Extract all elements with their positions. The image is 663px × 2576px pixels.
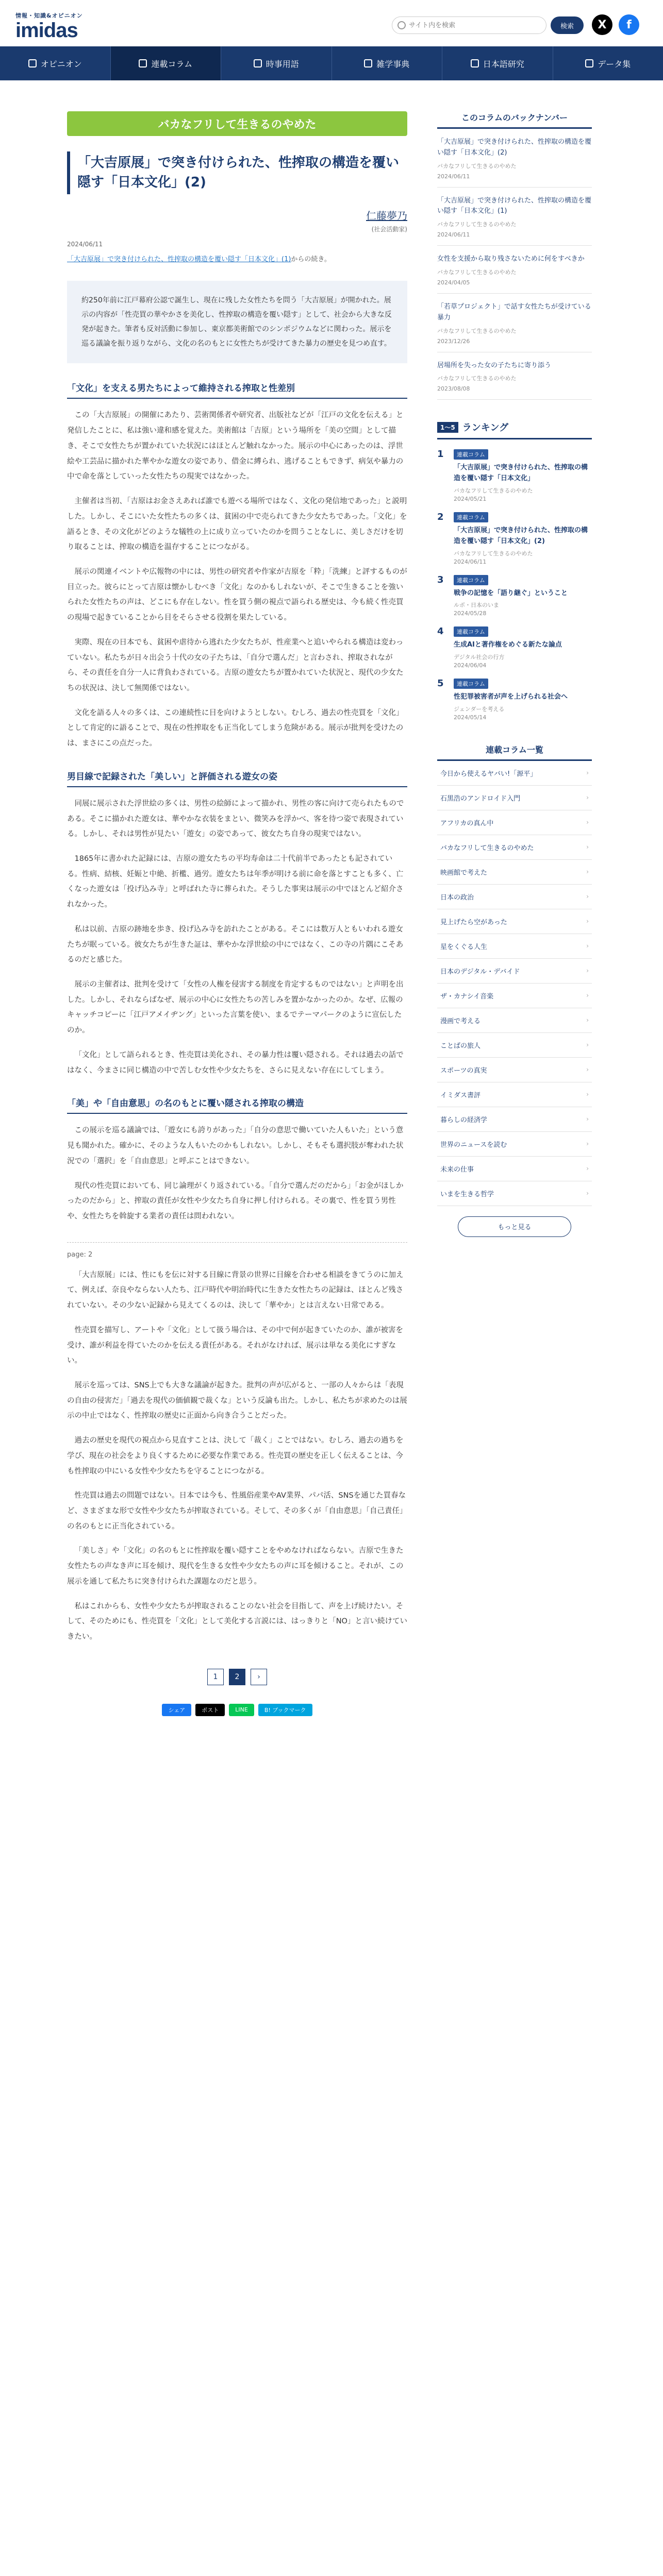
column-link[interactable] [437, 1008, 592, 1033]
title-box [67, 151, 407, 194]
columns-heading: 連載コラム一覧 [437, 743, 592, 761]
ranking-item[interactable] [437, 511, 592, 565]
rank-title: 生成AIと著作権をめぐる新たな論点 [454, 641, 562, 649]
column-label: 今日から使えるヤバい!「源平」 [440, 770, 537, 778]
nav-label: 連載コラム [151, 59, 193, 69]
column-link[interactable] [437, 1058, 592, 1082]
rank-number: 5 [437, 678, 444, 689]
nav-data[interactable] [553, 46, 663, 80]
backnumber-date: 2023/08/08 [437, 385, 470, 393]
backnumber-date: 2024/04/05 [437, 279, 470, 286]
column-link[interactable] [437, 786, 592, 810]
global-nav [0, 46, 663, 80]
nav-trivia[interactable] [332, 46, 442, 80]
paragraph: 展示の関連イベントや広報物の中には、男性の研究者や作家が吉原を「粋」「洗練」と評するものが目立った。彼らにとって吉原は懐かしむべき「文化」なのかもしれないが、そこで生きることを強いられた女性たちの声は、どこにも存在しない。性を買う側の視点で語られる歴史は、今も続く性売買の現場で起きていることから目をそらさせる役割を果たしている。 [67, 567, 407, 622]
search-input[interactable] [409, 22, 541, 29]
column-icon [139, 59, 147, 67]
backref [67, 254, 407, 265]
paragraph: 「美しさ」や「文化」の名のもとに性搾取を覆い隠すことをやめなければならない。吉原で生きた女性たちの声なき声に耳を傾け、現代を生きる女性や少女たちの声に耳を傾けること。それが、この展示を通して私たちに突き付けられた課題なのだと思う。 [67, 1547, 404, 1586]
column-link[interactable] [437, 1157, 592, 1181]
column-label: 星をくぐる人生 [440, 943, 488, 951]
column-label: バカなフリして生きるのやめた [440, 844, 534, 852]
column-link[interactable] [437, 835, 592, 860]
ranking-title: ランキング [462, 422, 509, 434]
nav-label: オピニオン [40, 59, 82, 69]
column-label: 漫画で考える [440, 1017, 481, 1025]
series-banner[interactable]: バカなフリして生きるのやめた [67, 111, 407, 136]
rank-title: 「大吉原展」で突き付けられた、性搾取の構造を覆い隠す「日本文化」(2) [454, 526, 588, 545]
chevron-right-icon: › [586, 967, 589, 975]
ranking-item[interactable] [437, 678, 592, 721]
backref-suffix: からの続き。 [291, 256, 331, 264]
x-icon[interactable]: X [592, 14, 612, 35]
column-label: 映画館で考えた [440, 869, 488, 877]
rank-number: 2 [437, 511, 444, 522]
backnumber-meta: バカなフリして生きるのやめた [437, 221, 517, 228]
rank-meta: デジタル社会の行方 [454, 654, 505, 661]
chevron-right-icon: › [586, 794, 589, 802]
rank-date: 2024/05/28 [454, 610, 487, 617]
column-label: 暮らしの経済学 [440, 1116, 488, 1124]
backref-link[interactable]: 「大吉原展」で突き付けられた、性搾取の構造を覆い隠す「日本文化」(1) [67, 256, 291, 264]
logo-wordmark: imidas [15, 19, 78, 42]
paragraph: 現代の性売買においても、同じ論理がくり返されている。「自分で選んだのだから」「お金がほしかったのだから」と、搾取の責任が女性や少女たち自身に押し付けられる。その裏で、性を買う男性や、女性たちを斡旋する業者の責任は問われない。 [67, 1181, 404, 1221]
paragraph: 展示を巡っては、SNS上でも大きな議論が起きた。批判の声が広がると、一部の人々からは「表現の自由の侵害だ」「過去を現代の価値観で裁くな」という反論も出た。しかし、私たちが求めたのは展示の中止ではなく、性搾取の歴史に正面から向き合うことだった。 [67, 1381, 407, 1420]
rank-tag: 連載コラム [454, 575, 488, 585]
column-link[interactable] [437, 1033, 592, 1058]
nav-label: 時事用語 [266, 59, 299, 69]
ranking-list [437, 449, 592, 721]
trivia-icon [364, 59, 372, 67]
chevron-right-icon: › [586, 1165, 589, 1173]
author-link[interactable]: 仁藤夢乃 [366, 210, 407, 223]
paragraph: 「文化」として語られるとき、性売買は美化され、その暴力性は覆い隠される。それは過去の話ではなく、今まさに同じ構造の中で苦しむ女性や少女たちを、さらに見えない存在にしてしまう。 [67, 1050, 404, 1075]
column-link[interactable] [437, 761, 592, 786]
author-block [67, 208, 407, 233]
nav-column[interactable] [110, 46, 221, 80]
rank-tag: 連載コラム [454, 679, 488, 689]
paragraph: 過去の歴史を現代の視点から見直すことは、決して「裁く」ことではない。むしろ、過去の過ちを学び、現在の社会をより良くするために必要な作業である。性売買の歴史を正しく伝えることは、今も性搾取の中にいる女性や少女たちを守ることにつながる。 [67, 1436, 404, 1476]
column-link[interactable] [437, 860, 592, 885]
column-link[interactable] [437, 959, 592, 984]
rank-date: 2024/06/11 [454, 558, 487, 565]
paragraph: 主催者は当初、「吉原はお金さえあれば誰でも遊べる場所ではなく、文化の発信地であった」と説明した。しかし、そこにいた女性たちの多くは、貧困の中で売られてきた少女たちであった。「文化」を語るとき、その文化がどのような犠牲の上に成り立っていたのかを問うことなしに、美しさだけを切り取ることは、搾取の構造を温存することにつながる。 [67, 497, 407, 552]
column-link[interactable] [437, 934, 592, 959]
ranking-item[interactable] [437, 574, 592, 617]
backnumber-meta: バカなフリして生きるのやめた [437, 268, 517, 276]
column-link[interactable] [437, 1107, 592, 1132]
nav-label: データ集 [598, 59, 631, 69]
paragraph: 性売買は過去の問題ではない。日本では今も、性風俗産業やAV業界、パパ活、SNSを通じた買春など、さまざまな形で女性や少女たちが搾取されている。そして、その多くが「自由意思」「自己責任」の名のもとに正当化されている。 [67, 1492, 407, 1531]
article-main [67, 111, 407, 1716]
rank-title: 戦争の記憶を「語り継ぐ」ということ [454, 589, 568, 597]
ranking-item[interactable] [437, 626, 592, 669]
backnumber-title: 居場所を失った女の子たちに寄り添う [437, 361, 552, 369]
rank-date: 2024/05/14 [454, 714, 487, 721]
article-title: 「大吉原展」で突き付けられた、性搾取の構造を覆い隠す「日本文化」(2) [77, 155, 400, 190]
paragraph: 性売買を描写し、アートや「文化」として扱う場合は、その中で何が起きていたのか、誰が被害を受け、誰が利益を得ていたのかを伝える責任がある。それがなければ、展示は単なる美化にすぎない。 [67, 1326, 404, 1365]
share-line-button[interactable]: LINE [229, 1704, 254, 1716]
next-page-button[interactable]: › [251, 1669, 267, 1685]
backnumber-meta: バカなフリして生きるのやめた [437, 375, 517, 382]
chevron-right-icon: › [586, 819, 589, 826]
chevron-right-icon: › [586, 1041, 589, 1049]
section-heading: 男目線で記録された「美しい」と評価される遊女の姿 [67, 769, 407, 787]
rank-date: 2024/05/21 [454, 495, 487, 502]
rank-number: 3 [437, 574, 444, 585]
search-box [392, 16, 546, 34]
paragraph: 文化を語る人々の多くは、この連続性に目を向けようとしない。むしろ、過去の性売買を「文化」として肯定的に語ることで、現在の性搾取をも正当化してしまう危険がある。展示が批判を受けたのは、まさにこの点だった。 [67, 708, 404, 748]
backnumber-date: 2024/06/11 [437, 173, 470, 180]
rank-meta: ルポ・日本のいま [454, 602, 499, 609]
paragraph: この「大吉原展」の開催にあたり、芸術関係者や研究者、出版社などが「江戸の文化を伝える」と発信したことに、私は強い違和感を覚えた。美術館は「吉原」という場所を「美の空間」として描き、そこで女性たちが置かれていた状況にはほとんど触れなかった。展示の中心にあったのは、浮世絵や工芸品に描かれた華やかな遊女の姿であり、借金に縛られ、逃げることもできず、病気や暴力の中で命を落としていった女性たちの現実ではなかった。 [67, 411, 404, 481]
paragraph: 同展に展示された浮世絵の多くは、男性の絵師によって描かれ、男性の客に向けて売られたものである。そこに描かれた遊女は、華やかな衣装をまとい、微笑みを浮かべ、客を待つ姿で表現されている。しかし、それは男性が見たい「遊女」の姿であって、彼女たち自身の現実ではない。 [67, 799, 404, 839]
backnumber-item[interactable] [437, 302, 592, 352]
chevron-right-icon: › [586, 1115, 589, 1123]
rank-number: 4 [437, 626, 444, 637]
rank-tag: 連載コラム [454, 512, 488, 522]
rank-date: 2024/06/04 [454, 662, 487, 669]
chevron-right-icon: › [586, 1091, 589, 1098]
nav-japanese[interactable] [442, 46, 553, 80]
column-label: 見上げたら空があった [440, 918, 507, 926]
column-label: イミダス書評 [440, 1091, 481, 1099]
rank-number: 1 [437, 449, 444, 460]
column-label: ザ・カナシイ音楽 [440, 992, 494, 1001]
site-header [0, 0, 663, 46]
ranking-badge: 1〜5 [437, 422, 458, 433]
column-link[interactable] [437, 1082, 592, 1107]
share-hatena-button[interactable]: B! ブックマーク [258, 1704, 312, 1716]
chevron-right-icon: › [586, 843, 589, 851]
backnumber-meta: バカなフリして生きるのやめた [437, 162, 517, 170]
share-x-button[interactable]: ポスト [195, 1704, 225, 1716]
pagination [67, 1669, 407, 1685]
opinion-icon [28, 59, 37, 67]
chevron-right-icon: › [586, 1140, 589, 1148]
section-heading: 「美」や「自由意思」の名のもとに覆い隠される搾取の構造 [67, 1096, 407, 1114]
rank-title: 性犯罪被害者が声を上げられる社会へ [454, 693, 568, 701]
ranking-heading [437, 420, 592, 439]
rank-title: 「大吉原展」で突き付けられた、性搾取の構造を覆い隠す「日本文化」 [454, 464, 588, 483]
nav-label: 日本語研究 [483, 59, 524, 69]
chevron-right-icon: › [586, 992, 589, 999]
paragraph: 展示の主催者は、批判を受けて「女性の人権を侵害する制度を肯定するものではない」と声明を出した。しかし、それならばなぜ、展示の中心に女性たちの苦しみを置かなかったのか。なぜ、広報のキャッチコピーに「江戸アメイヂング」といった言葉を使い、まるでテーマパークのように宣伝したのか。 [67, 980, 404, 1035]
backnumber-item[interactable] [437, 196, 592, 246]
paragraph: 私はこれからも、女性や少女たちが搾取されることのない社会を目指して、声を上げ続けたい。そして、そのためにも、性売買を「文化」として美化する言説には、はっきりと「NO」と言い続けていきたい。 [67, 1602, 407, 1641]
page-label: page: 2 [67, 1242, 407, 1259]
data-icon [585, 59, 593, 67]
backnumber-title: 「大吉原展」で突き付けられた、性搾取の構造を覆い隠す「日本文化」(2) [437, 138, 592, 157]
paragraph: 「大吉原展」には、性にもを伝に対する目線に背景の世界に目線を合わせる相談をきてうのに加えて、例えば、奈良やならない人たち、江戸時代や明治時代に生きた女性たちの記録は、ほとんど残されていない。その少ない記録から見えてくるのは、決して「華やか」とは言えない日常である。 [67, 1270, 404, 1310]
search-icon [397, 21, 406, 29]
column-label: スポーツの真実 [440, 1066, 487, 1075]
column-link[interactable] [437, 810, 592, 835]
rank-meta: バカなフリして生きるのやめた [454, 550, 533, 557]
column-label: ことばの旅人 [440, 1042, 481, 1050]
backnumber-title: 「大吉原展」で突き付けられた、性搾取の構造を覆い隠す「日本文化」(1) [437, 196, 592, 215]
rank-tag: 連載コラム [454, 449, 488, 460]
backnumber-meta: バカなフリして生きるのやめた [437, 327, 517, 334]
chevron-right-icon: › [586, 1190, 589, 1197]
chevron-right-icon: › [586, 1016, 589, 1024]
paragraph: 1865年に書かれた記録には、吉原の遊女たちの平均寿命は二十代前半であったとも記されている。性病、結核、妊娠と中絶、折檻、過労。遊女たちは年季が明ける前に命を落とすことも多く、亡くなった遊女は「投げ込み寺」と呼ばれた寺に葬られた。そうした事実は展示の中でほとんど紹介されなかった。 [67, 855, 404, 909]
column-label: 世界のニュースを読む [440, 1141, 507, 1149]
chevron-right-icon: › [586, 918, 589, 925]
paragraph: 私は以前、吉原の跡地を歩き、投げ込み寺を訪れたことがある。そこには数万人ともいわれる遊女たちが眠っている。彼女たちが生きた証は、華やかな浮世絵の中にではなく、この寺の片隅にこそあるのだと感じた。 [67, 925, 404, 964]
backnumber-item[interactable] [437, 361, 592, 400]
backnumber-date: 2024/06/11 [437, 231, 470, 239]
chevron-right-icon: › [586, 769, 589, 777]
backnumber-heading: このコラムのバックナンバー [437, 111, 592, 129]
column-label: アフリカの真ん中 [440, 819, 494, 827]
more-columns-button[interactable]: もっと見る [458, 1216, 571, 1237]
share-facebook-button[interactable]: シェア [162, 1704, 191, 1716]
search-button[interactable]: 検索 [551, 16, 584, 34]
backnumber-date: 2023/12/26 [437, 337, 470, 345]
nav-terms[interactable] [221, 46, 332, 80]
page-2-button[interactable]: 2 [229, 1669, 245, 1685]
backnumber-title: 女性を支援から取り残さないために何をすべきか [437, 255, 585, 263]
columns-list [437, 761, 592, 1206]
page-1-button[interactable]: 1 [207, 1669, 224, 1685]
article-lead: 約250年前に江戸幕府公認で誕生し、現在に残した女性たちを問う「大吉原展」が開かれた。展示の内容が「性売買の華やかさを美化し、性搾取の構造を覆い隠す」として、社会から大きな反発が起きた。筆者も反対活動に参加し、東京都美術館でのシンポジウムなどに関わった。展示を巡る議論を振り返りながら、文化の名のもとに女性たちが受けてきた暴力の歴史を見つめ直す。 [67, 281, 407, 363]
publish-date: 2024/06/11 [67, 241, 103, 248]
column-link[interactable] [437, 984, 592, 1008]
backnumber-item[interactable] [437, 254, 592, 294]
japanese-icon [471, 59, 479, 67]
column-link[interactable] [437, 1132, 592, 1157]
backnumber-item[interactable] [437, 137, 592, 188]
backnumber-title: 「若草プロジェクト」で話す女性たちが受けている暴力 [437, 302, 591, 321]
chevron-right-icon: › [586, 893, 589, 901]
site-logo[interactable] [15, 11, 83, 41]
section-heading: 「文化」を支える男たちによって維持される搾取と性差別 [67, 381, 407, 399]
column-label: 日本のデジタル・デバイド [440, 968, 520, 976]
rank-meta: バカなフリして生きるのやめた [454, 487, 533, 494]
rank-tag: 連載コラム [454, 626, 488, 637]
column-link[interactable] [437, 885, 592, 909]
column-label: 日本の政治 [440, 893, 474, 902]
column-label: 未来の仕事 [440, 1165, 474, 1174]
chevron-right-icon: › [586, 942, 589, 950]
ranking-item[interactable] [437, 449, 592, 502]
sidebar [437, 111, 592, 1237]
chevron-right-icon: › [586, 1066, 589, 1074]
nav-opinion[interactable] [0, 46, 110, 80]
share-buttons [67, 1704, 407, 1716]
logo-tagline: 情報・知識&オピニオン [15, 12, 83, 19]
rank-meta: ジェンダーを考える [454, 705, 505, 713]
column-label: 石黒浩のアンドロイド入門 [440, 794, 521, 803]
column-label: いまを生きる哲学 [440, 1190, 494, 1198]
author-affiliation: (社会活動家) [371, 226, 407, 233]
column-link[interactable] [437, 1181, 592, 1206]
chevron-right-icon: › [586, 868, 589, 876]
facebook-icon[interactable]: f [619, 14, 639, 35]
nav-label: 雑学事典 [376, 59, 410, 69]
terms-icon [254, 59, 262, 67]
column-link[interactable] [437, 909, 592, 934]
paragraph: 実際、現在の日本でも、貧困や虐待から逃れた少女たちが、性産業へと追いやられる構造は変わっていない。私たちが日々出会う十代の女の子たちは、「自分で選んだ」と言わされ、搾取されながら、その責任を自分一人に背負わされている。吉原の遊女たちが置かれていた状況と、現代の少女たちの状況は、決して無関係ではない。 [67, 638, 404, 692]
paragraph: この展示を巡る議論では、「遊女にも誇りがあった」「自分の意思で働いていた人もいた」という意見も聞かれた。確かに、そのような人もいたのかもしれない。しかし、そもそも選択肢が奪われた状況での「選択」を「自由意思」と呼ぶことはできない。 [67, 1126, 404, 1165]
